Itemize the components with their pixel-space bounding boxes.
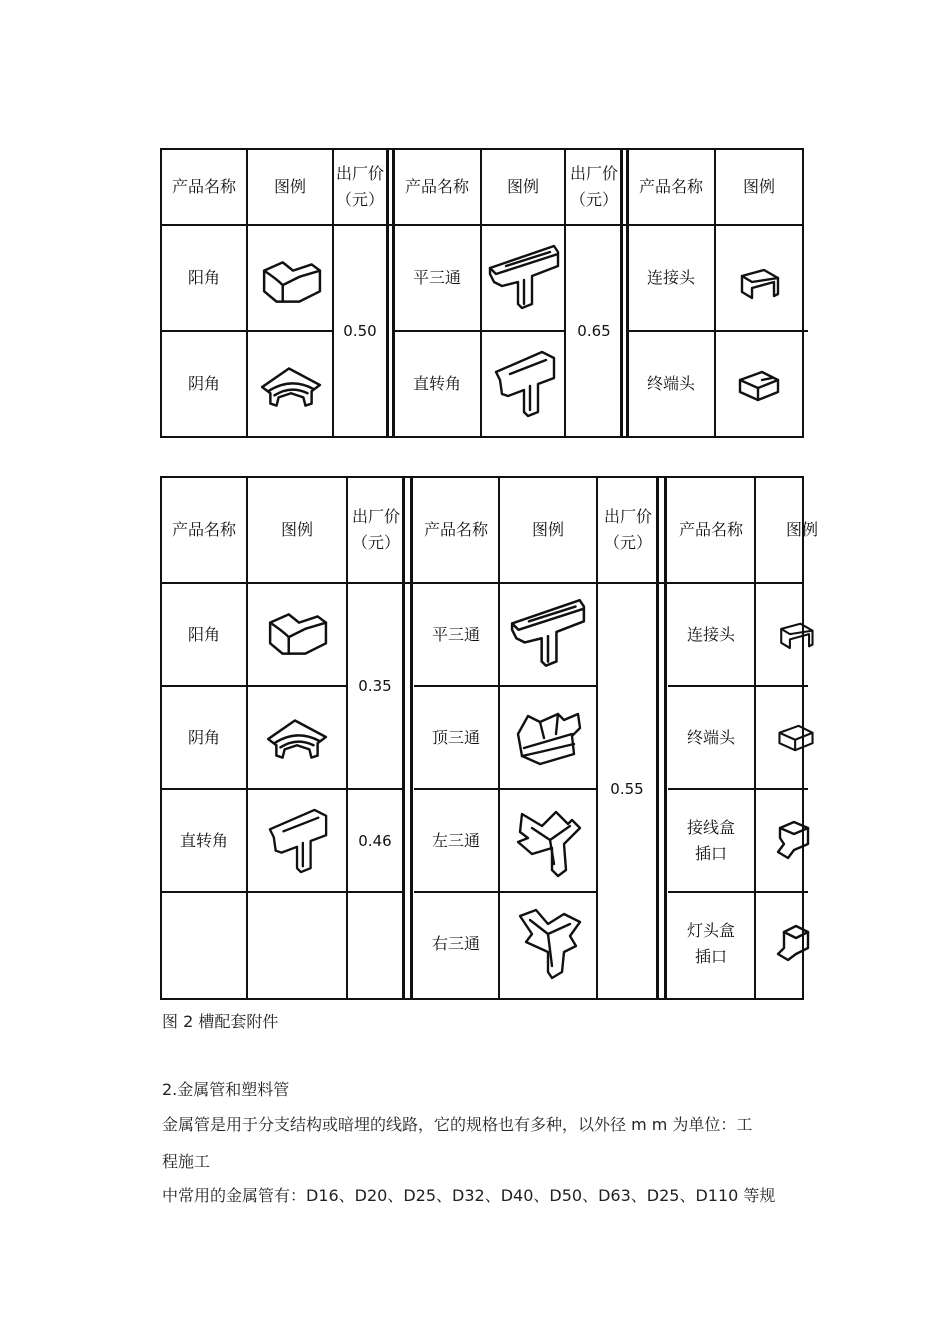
header-legend: 图例 — [273, 177, 306, 196]
price: 0.55 — [610, 780, 644, 798]
accessory-table-2 — [160, 476, 819, 1000]
elbow-icon — [492, 348, 558, 420]
header-product-name: 产品名称 — [171, 177, 236, 196]
inner-corner-icon — [258, 362, 324, 408]
header-legend: 图例 — [280, 520, 313, 539]
right-tee-icon — [512, 906, 586, 982]
price: 0.35 — [358, 677, 392, 695]
end-cap-icon — [736, 368, 782, 404]
product-name: 直转角 — [412, 374, 461, 393]
header-product-name: 产品名称 — [638, 177, 703, 196]
header-product-name: 产品名称 — [423, 520, 488, 539]
product-name: 左三通 — [431, 830, 480, 850]
price: 0.50 — [343, 322, 377, 340]
product-name: 连接头 — [646, 268, 695, 287]
product-name: 阴角 — [187, 374, 220, 393]
product-name: 接线盒 插口 — [686, 817, 735, 863]
header-price: 出厂价 （元） — [351, 507, 400, 552]
product-name: 终端头 — [686, 727, 735, 747]
left-tee-icon — [512, 804, 586, 880]
connector-icon — [736, 266, 782, 300]
connector-icon — [776, 620, 816, 650]
header-price: 出厂价 （元） — [335, 164, 384, 209]
flat-tee-icon — [488, 244, 560, 312]
product-name: 直转角 — [179, 830, 228, 850]
header-price: 出厂价 （元） — [569, 164, 618, 209]
price: 0.46 — [358, 831, 392, 850]
product-name: 阳角 — [187, 624, 220, 644]
header-legend: 图例 — [742, 177, 775, 196]
price: 0.65 — [577, 322, 611, 340]
header-legend: 图例 — [786, 520, 819, 539]
accessory-table-1 — [160, 148, 804, 438]
section-heading: 2.金属管和塑料管 — [162, 1080, 290, 1099]
product-name: 终端头 — [646, 374, 695, 393]
paragraph-line: 中常用的金属管有：D16、D20、D25、D32、D40、D50、D63、D25、D110 等规 — [162, 1186, 776, 1205]
outer-corner-icon — [260, 258, 322, 306]
product-name — [162, 893, 246, 994]
product-name: 平三通 — [431, 624, 480, 644]
header-product-name: 产品名称 — [678, 520, 743, 539]
header-price: 出厂价 （元） — [603, 507, 652, 552]
end-cap-icon — [776, 722, 816, 754]
product-name: 灯头盒 插口 — [686, 920, 735, 966]
header-product-name: 产品名称 — [404, 177, 469, 196]
top-tee-icon — [514, 708, 584, 766]
product-name: 阳角 — [187, 268, 220, 287]
inner-corner-icon — [264, 714, 330, 760]
elbow-icon — [266, 806, 330, 876]
paragraph-line: 程施工 — [162, 1152, 211, 1171]
paragraph-line: 金属管是用于分支结构或暗埋的线路，它的规格也有多种，以外径 m m 为单位：工 — [162, 1115, 753, 1134]
product-name: 连接头 — [686, 624, 735, 644]
lamp-box-socket-icon — [774, 920, 814, 964]
header-product-name: 产品名称 — [171, 520, 236, 539]
product-name: 阴角 — [187, 727, 220, 747]
product-name: 平三通 — [412, 268, 461, 287]
figure-caption: 图 2 槽配套附件 — [162, 1012, 279, 1031]
header-legend: 图例 — [506, 177, 539, 196]
junction-box-socket-icon — [774, 818, 814, 862]
flat-tee-icon — [510, 598, 586, 670]
header-legend: 图例 — [531, 520, 564, 539]
product-name: 顶三通 — [431, 727, 480, 747]
outer-corner-icon — [266, 610, 328, 658]
product-name: 右三通 — [431, 933, 480, 953]
